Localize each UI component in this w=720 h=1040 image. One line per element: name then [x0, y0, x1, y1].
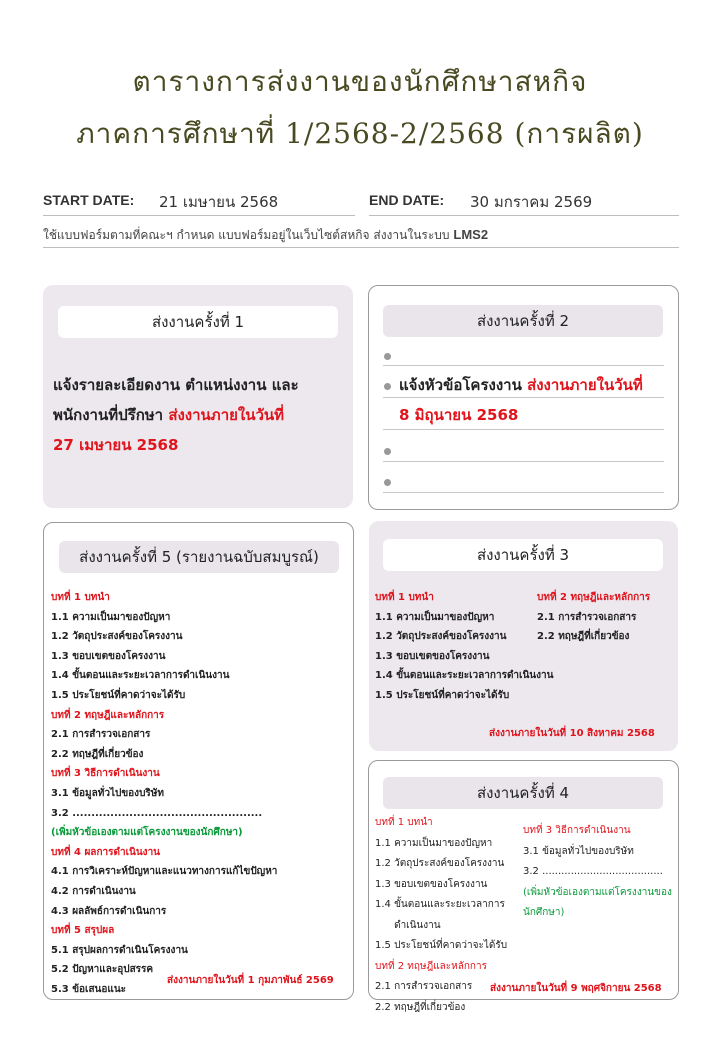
card-title: ส่งงานครั้งที่ 3 — [383, 539, 663, 571]
chapter-item: 2.2 ทฤษฎีที่เกี่ยวข้อง — [51, 748, 144, 760]
deadline-text: ส่งงานภายในวันที่ 1 กุมภาพันธ์ 2569 — [167, 975, 334, 986]
instruction-text: ใช้แบบฟอร์มตามที่คณะฯ กำหนด แบบฟอร์มอยู่ในเว็บไซต์สหกิจ ส่งงานในระบบ — [43, 228, 450, 242]
bullet-icon — [384, 479, 391, 486]
chapter-heading: บทที่ 3 วิธีการดำเนินงาน — [51, 768, 160, 780]
chapter-list-left — [375, 588, 553, 706]
chapter-item: 2.2 ทฤษฎีที่เกี่ยวข้อง — [375, 1001, 466, 1013]
chapter-item: 3.2 ...................................... — [523, 866, 663, 877]
deadline-label: ส่งงานภายในวันที่ — [527, 376, 643, 394]
chapter-item: 1.4 ขั้นตอนและระยะเวลาการดำเนินงาน — [51, 670, 230, 682]
chapter-item: 1.1 ความเป็นมาของปัญหา — [375, 837, 493, 849]
bullet-icon — [384, 448, 391, 455]
chapter-heading: บทที่ 2 ทฤษฎีและหลักการ — [537, 592, 651, 603]
chapter-note: นักศึกษา) — [523, 907, 565, 918]
chapter-item: 1.5 ประโยชน์ที่คาดว่าจะได้รับ — [375, 940, 508, 951]
chapter-item: 1.3 ขอบเขตของโครงงาน — [375, 650, 490, 662]
start-date-label: START DATE: — [43, 192, 135, 208]
deadline-text: ส่งงานภายในวันที่ 10 สิงหาคม 2568 — [489, 728, 655, 739]
chapter-item: 1.4 ขั้นตอนและระยะเวลาการ — [375, 899, 505, 910]
card-description — [53, 370, 343, 460]
bullet-icon — [384, 353, 391, 360]
chapter-item: 4.3 ผลลัพธ์การดำเนินการ — [51, 905, 167, 917]
chapter-list-right — [537, 588, 650, 647]
chapter-heading: บทที่ 5 สรุปผล — [51, 925, 115, 937]
end-date-label: END DATE: — [369, 192, 445, 208]
chapter-heading: บทที่ 2 ทฤษฎีและหลักการ — [375, 960, 487, 972]
chapter-item: 5.2 ปัญหาและอุปสรรค — [51, 964, 154, 976]
chapter-item: 1.4 ขั้นตอนและระยะเวลาการดำเนินงาน — [375, 670, 554, 682]
chapter-item: 3.2 .................................................. — [51, 807, 263, 819]
chapter-item: 1.2 วัตถุประสงค์ของโครงงาน — [51, 631, 183, 643]
chapter-item: 1.5 ประโยชน์ที่คาดว่าจะได้รับ — [375, 689, 510, 701]
deadline-date: 8 มิถุนายน 2568 — [399, 406, 519, 424]
chapter-item: ดำเนินงาน — [375, 919, 441, 931]
chapter-item: 1.5 ประโยชน์ที่คาดว่าจะได้รับ — [51, 689, 186, 701]
chapter-list — [51, 588, 277, 999]
card-task: แจ้งรายละเอียดงาน ตำแหน่งงาน และพนักงานที่ปรึกษา — [53, 376, 299, 424]
chapter-item: 1.3 ขอบเขตของโครงงาน — [51, 650, 166, 662]
submission-card-1 — [43, 285, 353, 508]
deadline-date: 27 เมษายน 2568 — [53, 436, 179, 454]
card-task: แจ้งหัวข้อโครงงาน — [399, 376, 522, 394]
card-title: ส่งงานครั้งที่ 2 — [383, 305, 663, 337]
end-date-value: 30 มกราคม 2569 — [470, 193, 593, 211]
submission-card-2 — [368, 285, 679, 510]
chapter-list-left — [375, 813, 507, 1018]
chapter-item: 1.1 ความเป็นมาของปัญหา — [375, 611, 495, 623]
chapter-item: 1.2 วัตถุประสงค์ของโครงงาน — [375, 631, 507, 643]
chapter-heading: บทที่ 2 ทฤษฎีและหลักการ — [51, 709, 165, 721]
chapter-list-right — [523, 821, 672, 924]
divider — [383, 461, 664, 462]
card-title: ส่งงานครั้งที่ 5 (รายงานฉบับสมบูรณ์) — [59, 541, 339, 573]
chapter-item: 1.2 วัตถุประสงค์ของโครงงาน — [375, 858, 505, 869]
chapter-item: 3.1 ข้อมูลทั่วไปของบริษัท — [51, 787, 164, 799]
chapter-heading: บทที่ 3 วิธีการดำเนินงาน — [523, 825, 631, 836]
chapter-item: 2.1 การสำรวจเอกสาร — [51, 729, 151, 741]
chapter-item: 4.1 การวิเคราะห์ปัญหาและแนวทางการแก้ไขปัญหา — [51, 866, 278, 878]
card-title: ส่งงานครั้งที่ 4 — [383, 777, 663, 809]
divider — [383, 492, 664, 493]
submission-system: LMS2 — [453, 227, 489, 242]
start-date-value: 21 เมษายน 2568 — [159, 193, 279, 211]
chapter-item: 3.1 ข้อมูลทั่วไปของบริษัท — [523, 845, 634, 857]
chapter-heading: บทที่ 1 บทนำ — [375, 817, 433, 828]
chapter-item: 5.1 สรุปผลการดำเนินโครงงาน — [51, 944, 188, 956]
chapter-item: 5.3 ข้อเสนอแนะ — [51, 983, 127, 995]
chapter-item: 2.1 การสำรวจเอกสาร — [375, 981, 473, 992]
submission-card-3 — [369, 521, 678, 751]
divider — [383, 365, 664, 366]
card-title: ส่งงานครั้งที่ 1 — [58, 306, 338, 338]
page-title: ตารางการส่งงานของนักศึกษาสหกิจ — [132, 65, 588, 98]
deadline-text: ส่งงานภายในวันที่ 9 พฤศจิกายน 2568 — [490, 983, 662, 994]
chapter-note: (เพิ่มหัวข้อเองตามแต่โครงงานของนักศึกษา) — [51, 827, 243, 839]
chapter-item: 2.1 การสำรวจเอกสาร — [537, 611, 637, 623]
chapter-heading: บทที่ 4 ผลการดำเนินงาน — [51, 846, 161, 858]
bullet-icon — [384, 383, 391, 390]
deadline-label: ส่งงานภายในวันที่ — [168, 406, 285, 424]
card-description — [399, 370, 669, 430]
submission-card-4 — [368, 760, 679, 1013]
chapter-heading: บทที่ 1 บทนำ — [51, 592, 110, 603]
end-date-row — [369, 188, 679, 216]
page-subtitle: ภาคการศึกษาที่ 1/2568-2/2568 (การผลิต) — [76, 117, 644, 150]
chapter-item: 1.3 ขอบเขตของโครงงาน — [375, 878, 488, 890]
chapter-item: 4.2 การดำเนินงาน — [51, 885, 136, 897]
instruction-note — [43, 226, 679, 248]
chapter-item: 1.1 ความเป็นมาของปัญหา — [51, 611, 171, 623]
start-date-row — [43, 188, 355, 216]
submission-card-5 — [43, 522, 354, 1000]
chapter-item: 2.2 ทฤษฎีที่เกี่ยวข้อง — [537, 631, 630, 643]
chapter-heading: บทที่ 1 บทนำ — [375, 592, 434, 603]
chapter-note: (เพิ่มหัวข้อเองตามแต่โครงงานของ — [523, 886, 672, 898]
